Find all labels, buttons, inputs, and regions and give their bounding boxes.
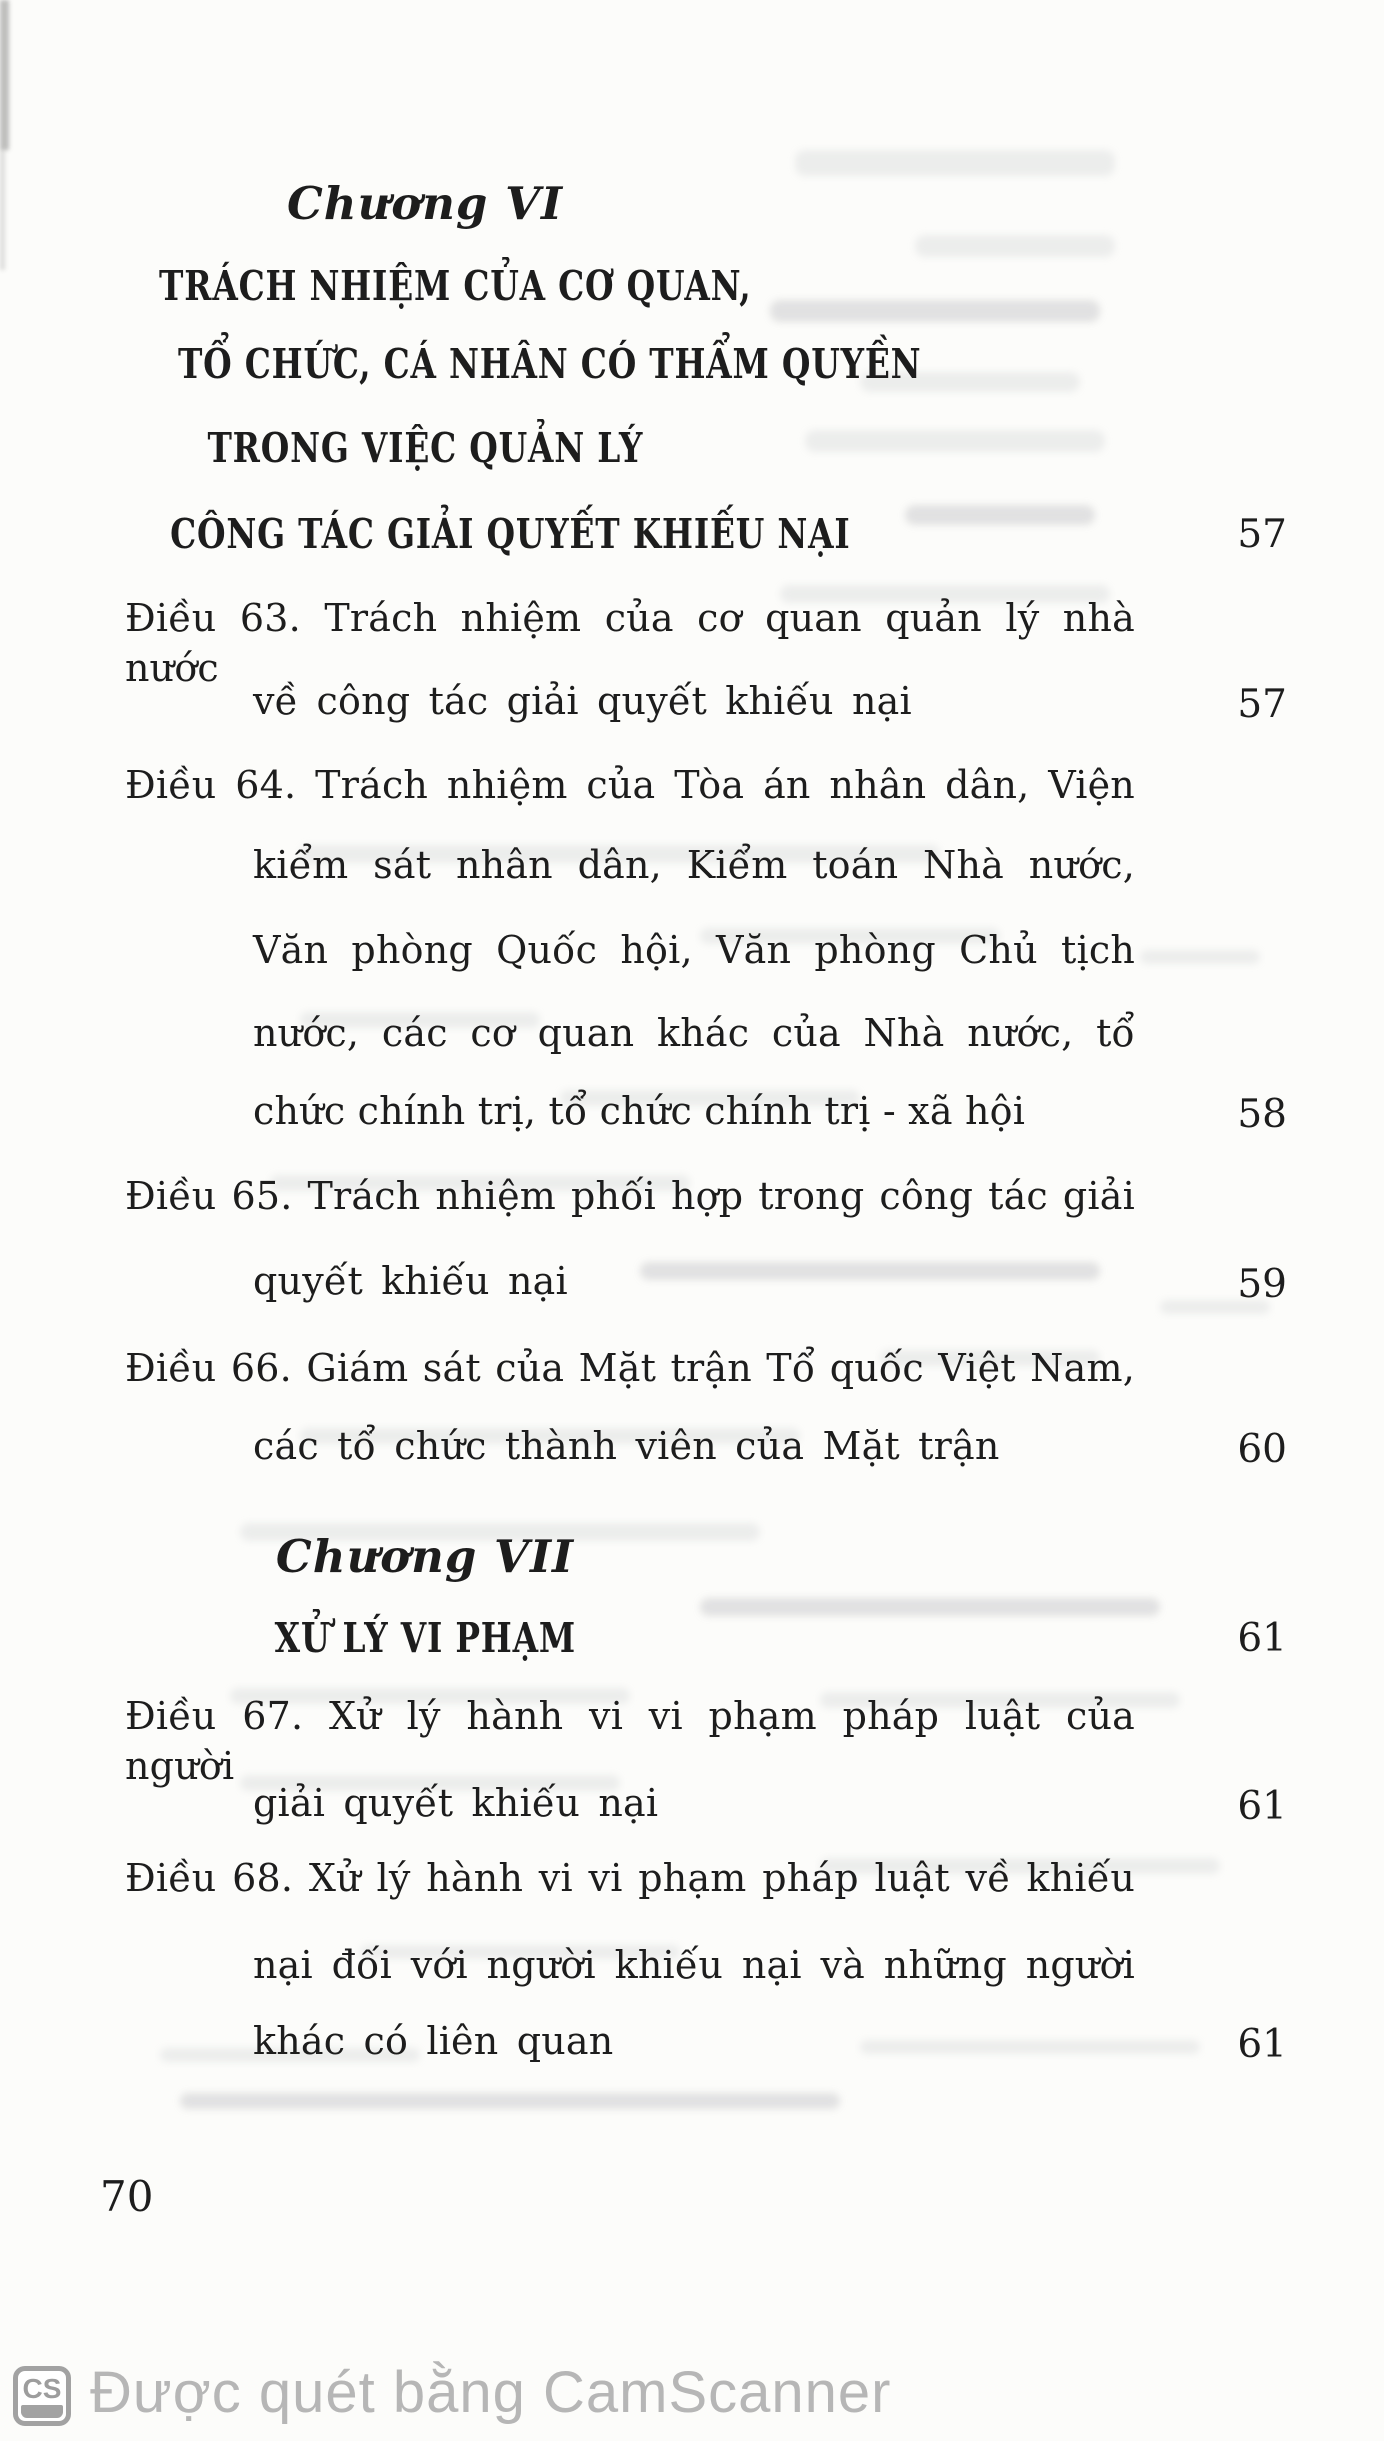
chapter-heading-text: TỔ CHỨC, CÁ NHÂN CÓ THẨM QUYỀN <box>177 340 922 388</box>
toc-page-number: 61 <box>1237 1784 1287 1829</box>
scan-smudge <box>770 300 1100 322</box>
toc-page-number: 57 <box>1237 512 1287 557</box>
toc-entry-line: kiểm sát nhân dân, Kiểm toán Nhà nước, <box>253 843 1135 887</box>
chapter-heading-text: TRONG VIỆC QUẢN LÝ <box>207 424 643 472</box>
toc-page-number: 59 <box>1237 1262 1287 1307</box>
scan-smudge <box>905 505 1095 525</box>
toc-entry-line: Điều 66. Giám sát của Mặt trận Tổ quốc Việt Nam, <box>125 1346 1135 1390</box>
toc-entry-line: các tổ chức thành viên của Mặt trận <box>253 1424 1000 1468</box>
toc-entry-line: nại đối với người khiếu nại và những người <box>253 1943 1135 1987</box>
chapter-heading-text: TRÁCH NHIỆM CỦA CƠ QUAN, <box>159 262 752 310</box>
scan-smudge <box>860 2040 1200 2054</box>
chapter-heading-line <box>85 421 765 475</box>
toc-page-number: 61 <box>1237 1616 1287 1661</box>
toc-page-number: 57 <box>1237 682 1287 727</box>
scan-smudge <box>180 2093 840 2109</box>
camscanner-icon <box>13 2366 71 2426</box>
camscanner-icon-base <box>21 2405 63 2418</box>
toc-entry-line: Điều 64. Trách nhiệm của Tòa án nhân dân, Viện <box>125 763 1135 807</box>
scan-smudge <box>700 1598 1160 1616</box>
book-page-number: 70 <box>100 2172 154 2221</box>
scan-smudge <box>795 150 1115 176</box>
toc-entry-line: Điều 68. Xử lý hành vi vi phạm pháp luật về khiếu <box>125 1856 1135 1900</box>
toc-page-number: 61 <box>1237 2022 1287 2067</box>
toc-entry-line: Điều 67. Xử lý hành vi vi phạm pháp luật của người <box>125 1694 1135 1788</box>
scan-smudge <box>805 430 1105 452</box>
chapter-label: Chương VI <box>286 177 564 230</box>
camscanner-watermark-text: Được quét bằng CamScanner <box>90 2360 892 2425</box>
toc-entry-line: giải quyết khiếu nại <box>253 1781 659 1825</box>
scan-smudge <box>1140 950 1260 964</box>
chapter-heading-line <box>85 259 765 313</box>
toc-entry-line: Điều 63. Trách nhiệm của cơ quan quản lý nhà nước <box>125 596 1135 690</box>
scan-edge-artifact <box>0 150 5 270</box>
chapter-heading-line <box>85 507 851 561</box>
chapter-heading-line <box>85 1611 765 1665</box>
toc-entry-line: chức chính trị, tổ chức chính trị - xã hội <box>253 1089 1026 1133</box>
chapter-heading-line <box>85 337 922 391</box>
chapter-heading-text: XỬ LÝ VI PHẠM <box>274 1614 576 1662</box>
scan-smudge <box>640 1262 1100 1280</box>
toc-entry-line: về công tác giải quyết khiếu nại <box>253 679 912 723</box>
chapter-heading-text: CÔNG TÁC GIẢI QUYẾT KHIẾU NẠI <box>170 510 851 558</box>
toc-entry-line: nước, các cơ quan khác của Nhà nước, tổ <box>253 1011 1135 1055</box>
toc-entry-line: Văn phòng Quốc hội, Văn phòng Chủ tịch <box>253 928 1135 972</box>
toc-entry-line: quyết khiếu nại <box>253 1259 568 1303</box>
toc-entry-line: Điều 65. Trách nhiệm phối hợp trong công tác giải <box>125 1174 1135 1218</box>
toc-page-number: 60 <box>1237 1427 1287 1472</box>
camscanner-icon-label: CS <box>22 2373 62 2404</box>
chapter-label: Chương VII <box>275 1530 575 1583</box>
scan-edge-artifact <box>0 0 9 150</box>
scan-smudge <box>915 235 1115 257</box>
toc-entry-line: khác có liên quan <box>253 2019 614 2063</box>
toc-page-number: 58 <box>1237 1092 1287 1137</box>
